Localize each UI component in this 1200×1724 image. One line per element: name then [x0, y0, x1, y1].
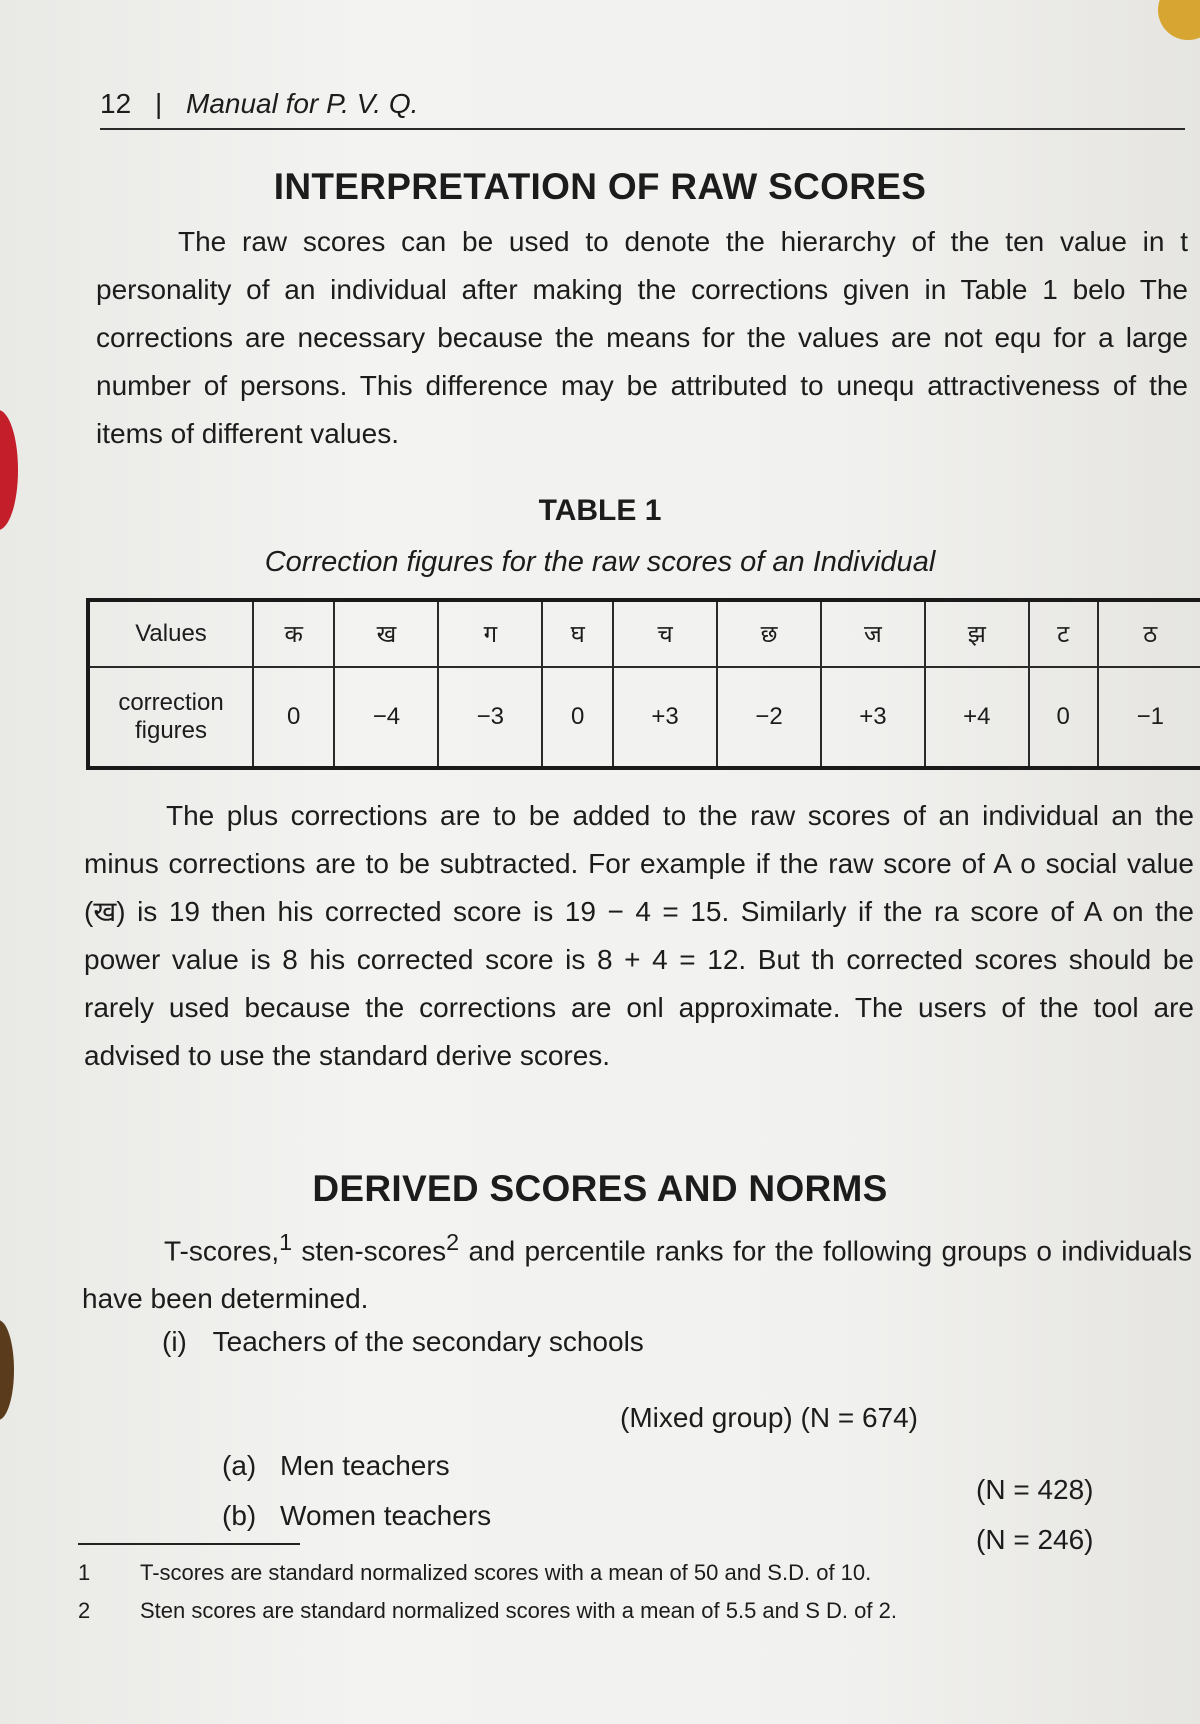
intro-text-1: T-scores, — [164, 1235, 280, 1267]
yellow-corner-mark — [1158, 0, 1200, 40]
value-cell: झ — [925, 600, 1029, 667]
footnote-text: Sten scores are standard normalized scores with a mean of 5.5 and S D. of 2. — [140, 1598, 897, 1623]
footnote-text: T-scores are standard normalized scores with a mean of 50 and S.D. of 10. — [140, 1560, 872, 1585]
item-i-text: Teachers of the secondary schools — [212, 1326, 644, 1357]
correction-cell: −2 — [717, 667, 821, 768]
correction-table — [86, 598, 1200, 770]
correction-cell: +4 — [925, 667, 1029, 768]
value-cell: ख — [334, 600, 438, 667]
correction-cell: −1 — [1098, 667, 1200, 768]
value-cell: क — [253, 600, 334, 667]
corrections-row — [88, 667, 1200, 768]
value-cell: घ — [542, 600, 613, 667]
footnote-divider — [78, 1543, 300, 1545]
value-cell: ठ — [1098, 600, 1200, 667]
correction-cell: +3 — [613, 667, 717, 768]
page-number: 12 — [100, 88, 132, 119]
section-title-interpretation: INTERPRETATION OF RAW SCORES — [273, 166, 927, 207]
correction-cell: 0 — [253, 667, 334, 768]
table-label: TABLE 1 — [538, 494, 662, 527]
interpretation-paragraph: The raw scores can be used to denote the hierarchy of the ten value in t personality of an individual after making the corrections given in Table 1 belo The corrections are necessary because the means for the values are not equ for a large number of persons. This difference may be attributed to unequ attractiveness of the items of different values. — [96, 226, 1188, 449]
dark-edge-mark — [0, 1320, 14, 1420]
correction-cell: 0 — [1029, 667, 1098, 768]
footnote-ref-2: 2 — [446, 1229, 460, 1255]
footnote-ref-1: 1 — [279, 1229, 293, 1255]
section-title-derived-scores: DERIVED SCORES AND NORMS — [312, 1168, 888, 1209]
group-item-a — [222, 1450, 450, 1482]
footnote-number: 1 — [78, 1560, 91, 1585]
group-item-i — [162, 1326, 644, 1358]
value-cell: च — [613, 600, 717, 667]
footnote-2 — [78, 1598, 897, 1624]
header-separator: | — [154, 88, 163, 119]
table-caption: Correction figures for the raw scores of an Individual — [264, 546, 936, 578]
group-item-b — [222, 1500, 491, 1532]
intro-text-3: and percentile ranks for the following groups o individuals have been determined. — [82, 1235, 1192, 1315]
derived-scores-intro — [82, 1218, 1192, 1323]
intro-text-2: sten-scores — [292, 1235, 447, 1267]
running-header — [100, 88, 1185, 130]
correction-cell: −3 — [438, 667, 542, 768]
correction-cell: 0 — [542, 667, 613, 768]
value-cell: ज — [821, 600, 925, 667]
values-header: Values — [88, 600, 253, 667]
mixed-group-n: (Mixed group) (N = 674) — [620, 1402, 919, 1433]
correction-cell: −4 — [334, 667, 438, 768]
correction-cell: +3 — [821, 667, 925, 768]
value-cell: ट — [1029, 600, 1098, 667]
item-i-label: (i) — [162, 1326, 187, 1357]
item-a-label: (a) — [222, 1450, 257, 1481]
item-a-text: Men teachers — [280, 1450, 450, 1481]
item-b-n: (N = 246) — [976, 1524, 1094, 1555]
footnote-number: 2 — [78, 1598, 91, 1623]
footnote-1 — [78, 1560, 871, 1586]
values-row — [88, 600, 1200, 667]
item-b-text: Women teachers — [280, 1500, 492, 1531]
value-cell: ग — [438, 600, 542, 667]
value-cell: छ — [717, 600, 821, 667]
item-b-label: (b) — [222, 1500, 257, 1531]
item-a-n: (N = 428) — [976, 1474, 1094, 1505]
correction-figures-header: correction figures — [88, 667, 253, 768]
book-title: Manual for P. V. Q. — [186, 88, 419, 119]
corrections-paragraph: The plus corrections are to be added to the raw scores of an individual an the minus corrections are to be subtracted. For example if the raw score of A o social value (ख) is 19 then his corrected score is 19 − 4 = 15. Similarly if the ra score of A on the power value is 8 his corrected score is 8 + 4 = 12. But th corrected scores should be rarely used because the corrections are onl approximate. The users of the tool are advised to use the standard derive scores. — [84, 800, 1194, 1071]
